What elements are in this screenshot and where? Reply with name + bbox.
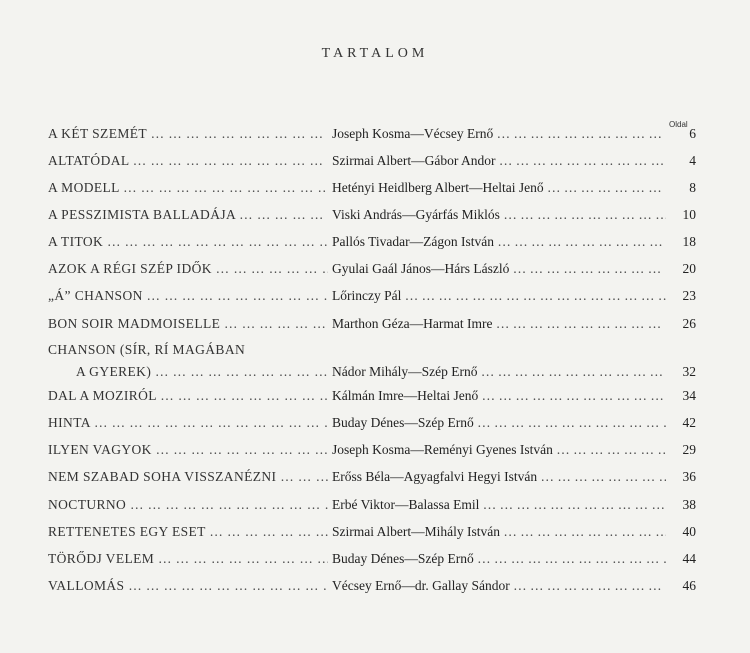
song-title: A TITOK … … … … … … … … … … … … … … … … (48, 234, 328, 250)
page-number: 20 (682, 261, 696, 276)
song-title: CHANSON (SÍR, RÍ MAGÁBAN (48, 342, 246, 357)
page-number: 29 (682, 442, 696, 457)
song-authors: Kálmán Imre—Heltai Jenő … … … … … … … … … … … … … … … … (332, 388, 666, 404)
song-authors: Szirmai Albert—Gábor Andor … … … … … … … … … … … … … … … … (332, 153, 666, 169)
page-number: 38 (682, 497, 696, 512)
song-title: NOCTURNO … … … … … … … … … … … … … … … … (48, 497, 328, 513)
song-title: ILYEN VAGYOK … … … … … … … … … … … … … … … … (48, 442, 328, 458)
page-number: 34 (682, 388, 696, 403)
toc-entry-6 (0, 261, 750, 281)
song-authors: Erbé Viktor—Balassa Emil … … … … … … … … … … … … … … … … (332, 497, 666, 513)
song-authors: Joseph Kosma—Vécsey Ernő … … … … … … … … … … … … … … … … (332, 126, 666, 142)
page-number: 10 (682, 207, 696, 222)
song-authors: Pallós Tivadar—Zágon István … … … … … … … … … … … … … … … … (332, 234, 666, 250)
toc-entry-9-line-1 (0, 342, 750, 362)
song-title: A PESSZIMISTA BALLADÁJA … … … … … … … … … … … … … … … … (48, 207, 328, 223)
toc-entry-5 (0, 234, 750, 254)
page-title: TARTALOM (321, 46, 429, 61)
song-title: AZOK A RÉGI SZÉP IDŐK … … … … … … … … … … … … … … … … (48, 261, 328, 277)
song-title: NEM SZABAD SOHA VISSZANÉZNI … … … … … … … … … … … … … … … … (48, 469, 328, 485)
toc-entry-17 (0, 578, 750, 598)
page-column-label: Oldal (669, 120, 688, 129)
page-number: 4 (689, 153, 696, 168)
song-title: ALTATÓDAL … … … … … … … … … … … … … … … … (48, 153, 328, 169)
song-authors: Joseph Kosma—Reményi Gyenes István … … … … … … … … … … … … … … … … (332, 442, 666, 458)
song-authors: Erőss Béla—Agyagfalvi Hegyi István … … … … … … … … … … … … … … … … (332, 469, 666, 485)
toc-entry-10 (0, 388, 750, 408)
song-title: RETTENETES EGY ESET … … … … … … … … … … … … … … … … (48, 524, 328, 540)
song-title-continued: A GYEREK) … … … … … … … … … … … … … … … … (76, 364, 328, 380)
song-title: VALLOMÁS … … … … … … … … … … … … … … … … (48, 578, 328, 594)
song-authors: Vécsey Ernő—dr. Gallay Sándor … … … … … … … … … … … … … … … … (332, 578, 666, 594)
toc-entry-12 (0, 442, 750, 462)
page-number: 44 (682, 551, 696, 566)
page-number: 42 (682, 415, 696, 430)
song-title: A MODELL … … … … … … … … … … … … … … … … (48, 180, 328, 196)
page-number: 32 (682, 364, 696, 379)
page-number: 23 (682, 288, 696, 303)
toc-entry-9 (0, 364, 750, 384)
song-title: A KÉT SZEMÉT … … … … … … … … … … … … … … … … (48, 126, 328, 142)
song-authors: Hetényi Heidlberg Albert—Heltai Jenő … … … … … … … … … … … … … … … … (332, 180, 666, 196)
toc-entry-8 (0, 316, 750, 336)
toc-entry-4 (0, 207, 750, 227)
toc-entry-14 (0, 497, 750, 517)
song-authors: Buday Dénes—Szép Ernő … … … … … … … … … … … … … … … … (332, 415, 666, 431)
song-authors: Nádor Mihály—Szép Ernő … … … … … … … … … … … … … … … … (332, 364, 666, 380)
page-number: 46 (682, 578, 696, 593)
song-authors: Viski András—Gyárfás Miklós … … … … … … … … … … … … … … … … (332, 207, 666, 223)
toc-entry-2 (0, 153, 750, 173)
song-title: „Á” CHANSON … … … … … … … … … … … … … … … … (48, 288, 328, 304)
page-number: 36 (682, 469, 696, 484)
song-title: BON SOIR MADMOISELLE … … … … … … … … … … … … … … … … (48, 316, 328, 332)
page-number: 18 (682, 234, 696, 249)
page-number: 40 (682, 524, 696, 539)
song-authors: Gyulai Gaál János—Hárs László … … … … … … … … … … … … … … … … (332, 261, 666, 277)
page-number: 8 (689, 180, 696, 195)
page-number: 26 (682, 316, 696, 331)
toc-entry-1 (0, 126, 750, 146)
toc-entry-3 (0, 180, 750, 200)
song-authors: Szirmai Albert—Mihály István … … … … … … … … … … … … … … … … (332, 524, 666, 540)
song-authors: Buday Dénes—Szép Ernő … … … … … … … … … … … … … … … … (332, 551, 666, 567)
song-title: HINTA … … … … … … … … … … … … … … … … (48, 415, 328, 431)
toc-entry-15 (0, 524, 750, 544)
toc-entry-16 (0, 551, 750, 571)
toc-entry-7 (0, 288, 750, 308)
song-authors: Lőrinczy Pál … … … … … … … … … … … … … … … … (332, 288, 666, 304)
toc-entry-11 (0, 415, 750, 435)
page-number: 6 (689, 126, 696, 141)
toc-entry-13 (0, 469, 750, 489)
song-authors: Marthon Géza—Harmat Imre … … … … … … … … … … … … … … … … (332, 316, 666, 332)
song-title: DAL A MOZIRÓL … … … … … … … … … … … … … … … … (48, 388, 328, 404)
song-title: TÖRŐDJ VELEM … … … … … … … … … … … … … … … … (48, 551, 328, 567)
